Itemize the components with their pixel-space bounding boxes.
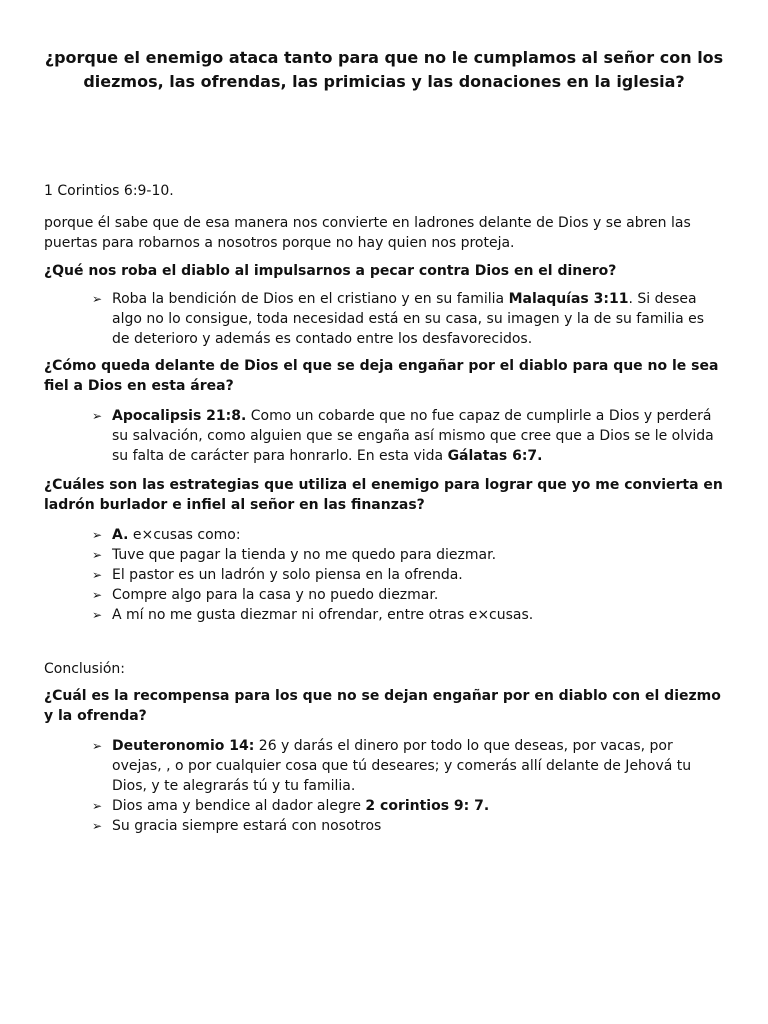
list-item: ➢ El pastor es un ladrón y solo piensa en la ofrenda. (92, 567, 463, 583)
question-3: ¿Cuáles son las estrategias que utiliza el enemigo para lograr que yo me convierta en ladrón burlador e infiel al señor en las finanzas? (44, 477, 723, 513)
scripture-reference: 1 Corintios 6:9-10. (44, 183, 174, 199)
arrow-bullet-icon: ➢ (92, 799, 103, 813)
question-1: ¿Qué nos roba el diablo al impulsarnos a pecar contra Dios en el dinero? (44, 263, 617, 279)
list-item: ➢ Compre algo para la casa y no puedo diezmar. (92, 587, 439, 603)
list-item: ➢ Roba la bendición de Dios en el cristiano y en su familia Malaquías 3:11. Si desea algo no lo consigue, toda necesidad está en su casa, su imagen y la de su familia es de deterioro y además es contado entre los desfavorecidos. (92, 291, 705, 347)
scripture-reference: Deuteronomio 14: (112, 738, 255, 754)
scripture-reference: 2 corintios 9: 7. (365, 798, 490, 814)
list-item: ➢ A. e×cusas como: (92, 527, 241, 543)
scripture-reference: Gálatas 6:7. (447, 448, 543, 464)
scripture-reference: Malaquías 3:11 (508, 291, 629, 307)
list-item: ➢ Apocalipsis 21:8. Como un cobarde que no fue capaz de cumplirle a Dios y perderá su salvación, como alguien que se engaña así mismo que cree que a Dios se le olvida su falta de carácter para honrarlo. En esta vida Gálatas 6:7. (92, 408, 714, 464)
list-item: ➢ Dios ama y bendice al dador alegre 2 corintios 9: 7. (92, 798, 490, 814)
arrow-bullet-icon: ➢ (92, 548, 103, 562)
arrow-bullet-icon: ➢ (92, 588, 103, 602)
list-item: ➢ Su gracia siempre estará con nosotros (92, 818, 382, 834)
conclusion-label: Conclusión: (44, 661, 126, 677)
list-item: ➢ A mí no me gusta diezmar ni ofrendar, entre otras e×cusas. (92, 607, 534, 623)
conclusion-list (44, 736, 724, 836)
conclusion-question: ¿Cuál es la recompensa para los que no se dejan engañar por en diablo con el diezmo y la ofrenda? (44, 688, 721, 724)
answer-list-2 (44, 406, 724, 466)
question-2: ¿Cómo queda delante de Dios el que se deja engañar por el diablo para que no le sea fiel a Dios en esta área? (44, 358, 719, 394)
answer-list-3 (44, 525, 724, 625)
arrow-bullet-icon: ➢ (92, 528, 103, 542)
arrow-bullet-icon: ➢ (92, 409, 103, 423)
answer-list-1 (44, 289, 724, 349)
document-title: ¿porque el enemigo ataca tanto para que no le cumplamos al señor con los diezmos, las ofrendas, las primicias y las donaciones en la iglesia? (44, 48, 724, 91)
intro-paragraph: porque él sabe que de esa manera nos convierte en ladrones delante de Dios y se abren las puertas para robarnos a nosotros porque no hay quien nos proteja. (44, 215, 691, 251)
scripture-reference: Apocalipsis 21:8. (112, 408, 247, 424)
arrow-bullet-icon: ➢ (92, 292, 103, 306)
arrow-bullet-icon: ➢ (92, 819, 103, 833)
arrow-bullet-icon: ➢ (92, 608, 103, 622)
arrow-bullet-icon: ➢ (92, 739, 103, 753)
arrow-bullet-icon: ➢ (92, 568, 103, 582)
list-item: ➢ Tuve que pagar la tienda y no me quedo para diezmar. (92, 547, 497, 563)
list-item: ➢ Deuteronomio 14: 26 y darás el dinero por todo lo que deseas, por vacas, por ovejas, , o por cualquier cosa que tú deseares; y comerás allí delante de Jehová tu Dios, y te alegrarás tú y tu familia. (92, 738, 692, 794)
